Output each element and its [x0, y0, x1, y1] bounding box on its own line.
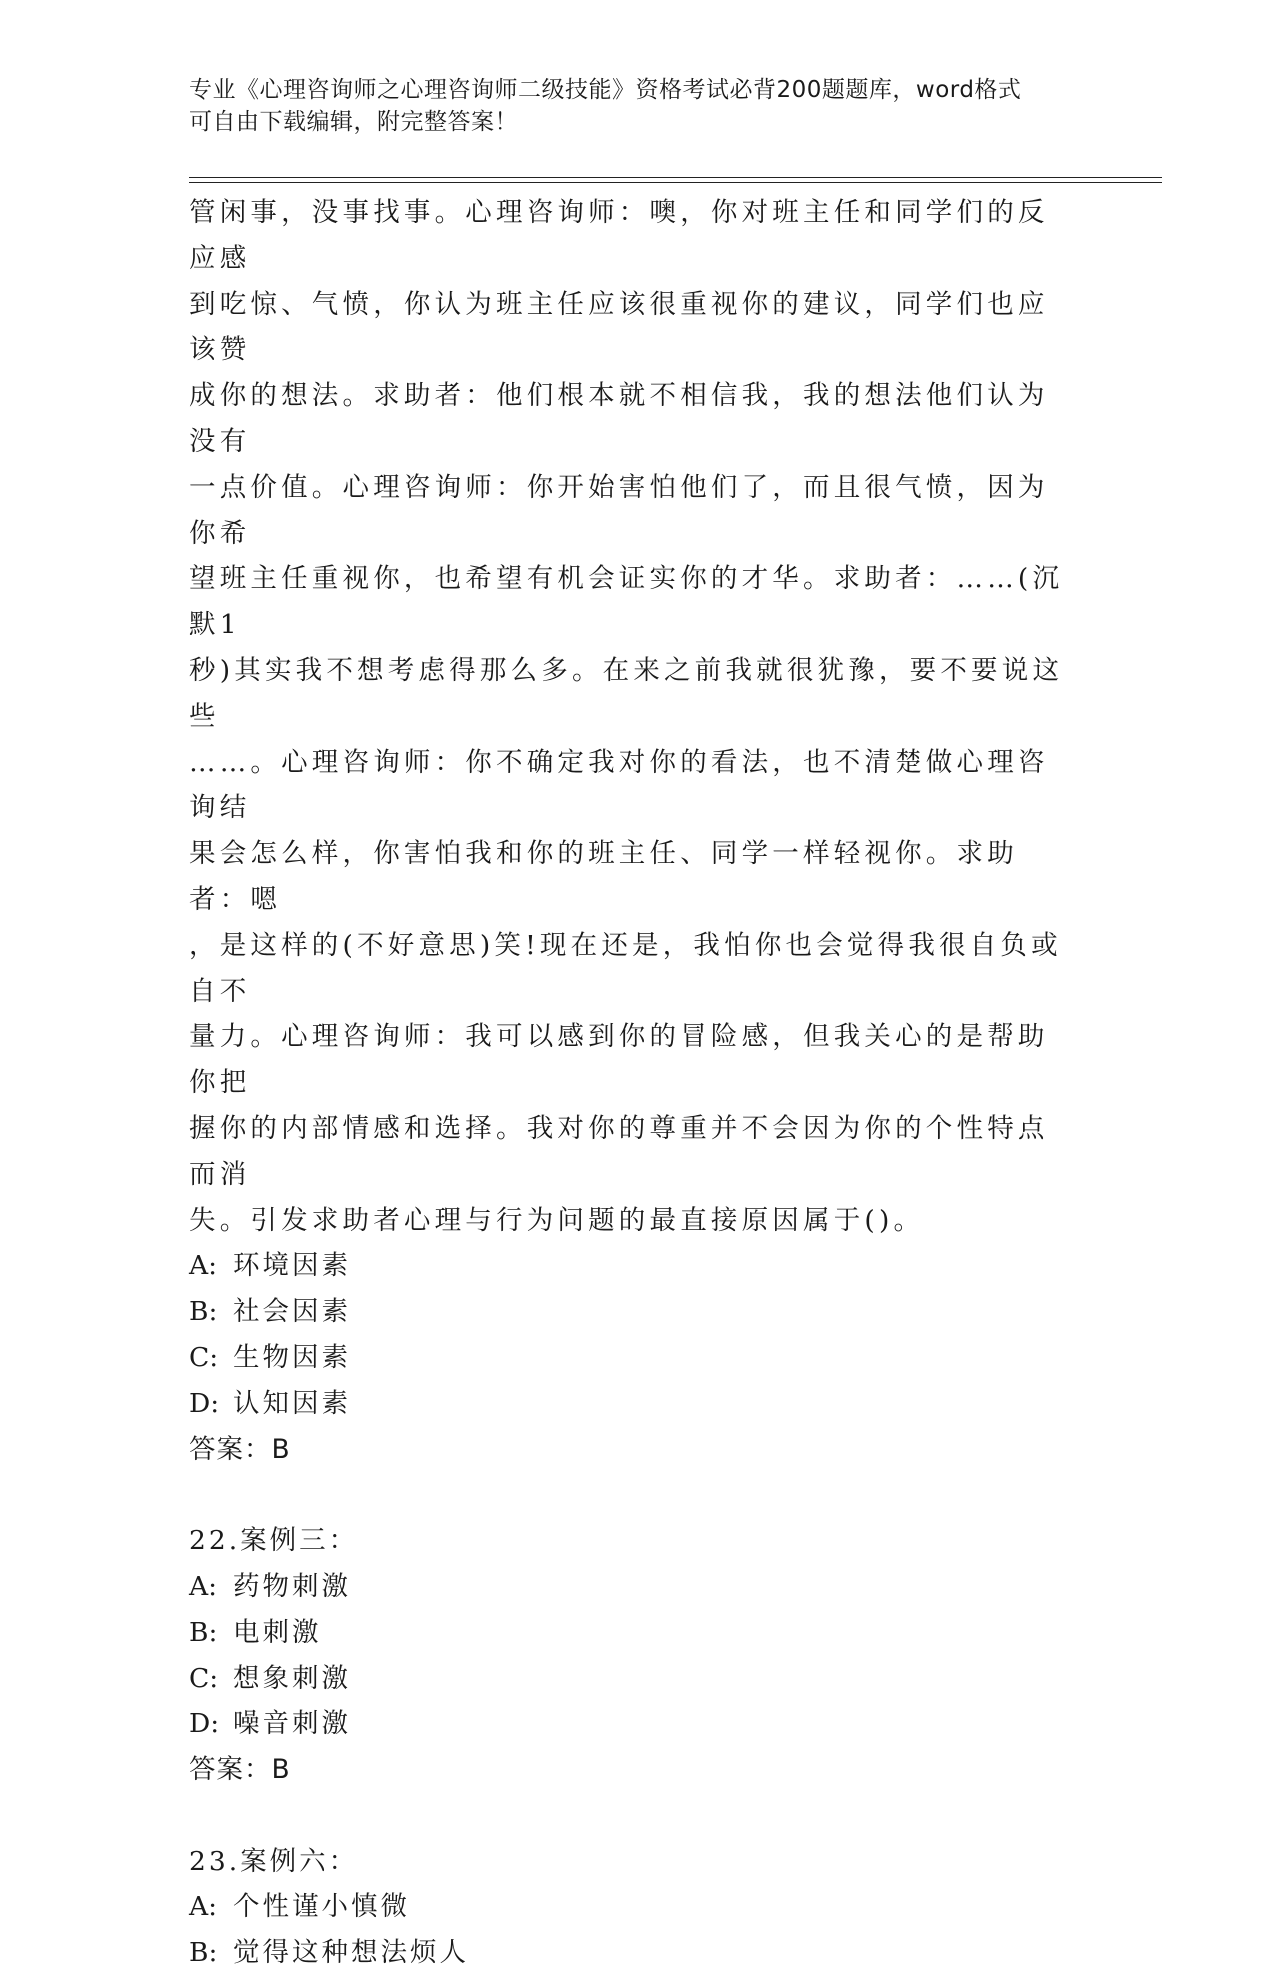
option-d	[189, 1381, 1079, 1427]
option-c	[189, 1656, 1079, 1702]
header-divider-bottom	[189, 182, 1162, 183]
stem-line: ，是这样的(不好意思)笑!现在还是，我怕你也会觉得我很自负或自不	[189, 929, 1062, 1007]
option-label: D:	[189, 1708, 220, 1740]
header-title-line-2: 可自由下载编辑，附完整答案！	[189, 109, 518, 135]
option-b	[189, 1610, 1079, 1656]
spacer	[189, 1472, 1079, 1518]
option-text: 觉得这种想法烦人	[233, 1937, 469, 1969]
option-text: 认知因素	[233, 1387, 351, 1419]
header-title-line-1: 专业《心理咨询师之心理咨询师二级技能》资格考试必背200题题库，word格式	[189, 77, 1022, 103]
stem-line: 果会怎么样，你害怕我和你的班主任、同学一样轻视你。求助者：嗯	[189, 838, 1018, 915]
stem-line: 失。引发求助者心理与行为问题的最直接原因属于()。	[189, 1204, 925, 1236]
option-text: 药物刺激	[233, 1570, 351, 1602]
question-title: 23.案例六：	[189, 1845, 359, 1877]
option-label: A:	[189, 1250, 218, 1282]
stem-line: 量力。心理咨询师：我可以感到你的冒险感，但我关心的是帮助你把	[189, 1021, 1049, 1099]
stem-line: 一点价值。心理咨询师：你开始害怕他们了，而且很气愤，因为你希	[189, 471, 1049, 549]
answer-line: 答案：B	[189, 1754, 291, 1786]
stem-line: 成你的想法。求助者：他们根本就不相信我，我的想法他们认为没有	[189, 380, 1049, 457]
option-label: B:	[189, 1616, 218, 1648]
header-divider-top	[189, 177, 1162, 178]
option-text: 个性谨小慎微	[233, 1891, 410, 1923]
option-label: A:	[189, 1570, 218, 1602]
option-d	[189, 1701, 1079, 1747]
option-text: 环境因素	[233, 1250, 351, 1282]
option-label: B:	[189, 1296, 218, 1328]
option-text: 噪音刺激	[233, 1708, 351, 1740]
stem-line: ……。心理咨询师：你不确定我对你的看法，也不清楚做心理咨询结	[189, 746, 1049, 824]
option-b	[189, 1289, 1079, 1335]
option-text: 想象刺激	[233, 1662, 351, 1694]
question-21	[189, 190, 1079, 1472]
option-b	[189, 1930, 1079, 1976]
option-a	[189, 1243, 1079, 1289]
option-text: 社会因素	[233, 1296, 351, 1328]
option-a	[189, 1884, 1079, 1930]
answer-line: 答案：B	[189, 1433, 291, 1465]
option-label: B:	[189, 1937, 218, 1969]
stem-line: 望班主任重视你，也希望有机会证实你的才华。求助者：……(沉默1	[189, 563, 1064, 641]
question-21-stem	[189, 190, 1079, 1243]
question-23	[189, 1839, 1079, 1976]
document-body	[189, 190, 1079, 1976]
option-a	[189, 1564, 1079, 1610]
document-header	[189, 74, 1089, 138]
option-label: C:	[189, 1662, 219, 1694]
option-label: D:	[189, 1387, 220, 1419]
stem-line: 握你的内部情感和选择。我对你的尊重并不会因为你的个性特点而消	[189, 1112, 1049, 1190]
stem-line: 秒)其实我不想考虑得那么多。在来之前我就很犹豫，要不要说这些	[189, 654, 1064, 732]
option-label: A:	[189, 1891, 218, 1923]
option-c	[189, 1335, 1079, 1381]
question-title: 22.案例三：	[189, 1525, 359, 1557]
spacer	[189, 1793, 1079, 1839]
stem-line: 管闲事，没事找事。心理咨询师：噢，你对班主任和同学们的反应感	[189, 197, 1049, 274]
stem-line: 到吃惊、气愤，你认为班主任应该很重视你的建议，同学们也应该赞	[189, 288, 1049, 366]
question-22	[189, 1518, 1079, 1793]
option-text: 电刺激	[233, 1616, 322, 1648]
option-label: C:	[189, 1341, 219, 1373]
option-text: 生物因素	[233, 1341, 351, 1373]
